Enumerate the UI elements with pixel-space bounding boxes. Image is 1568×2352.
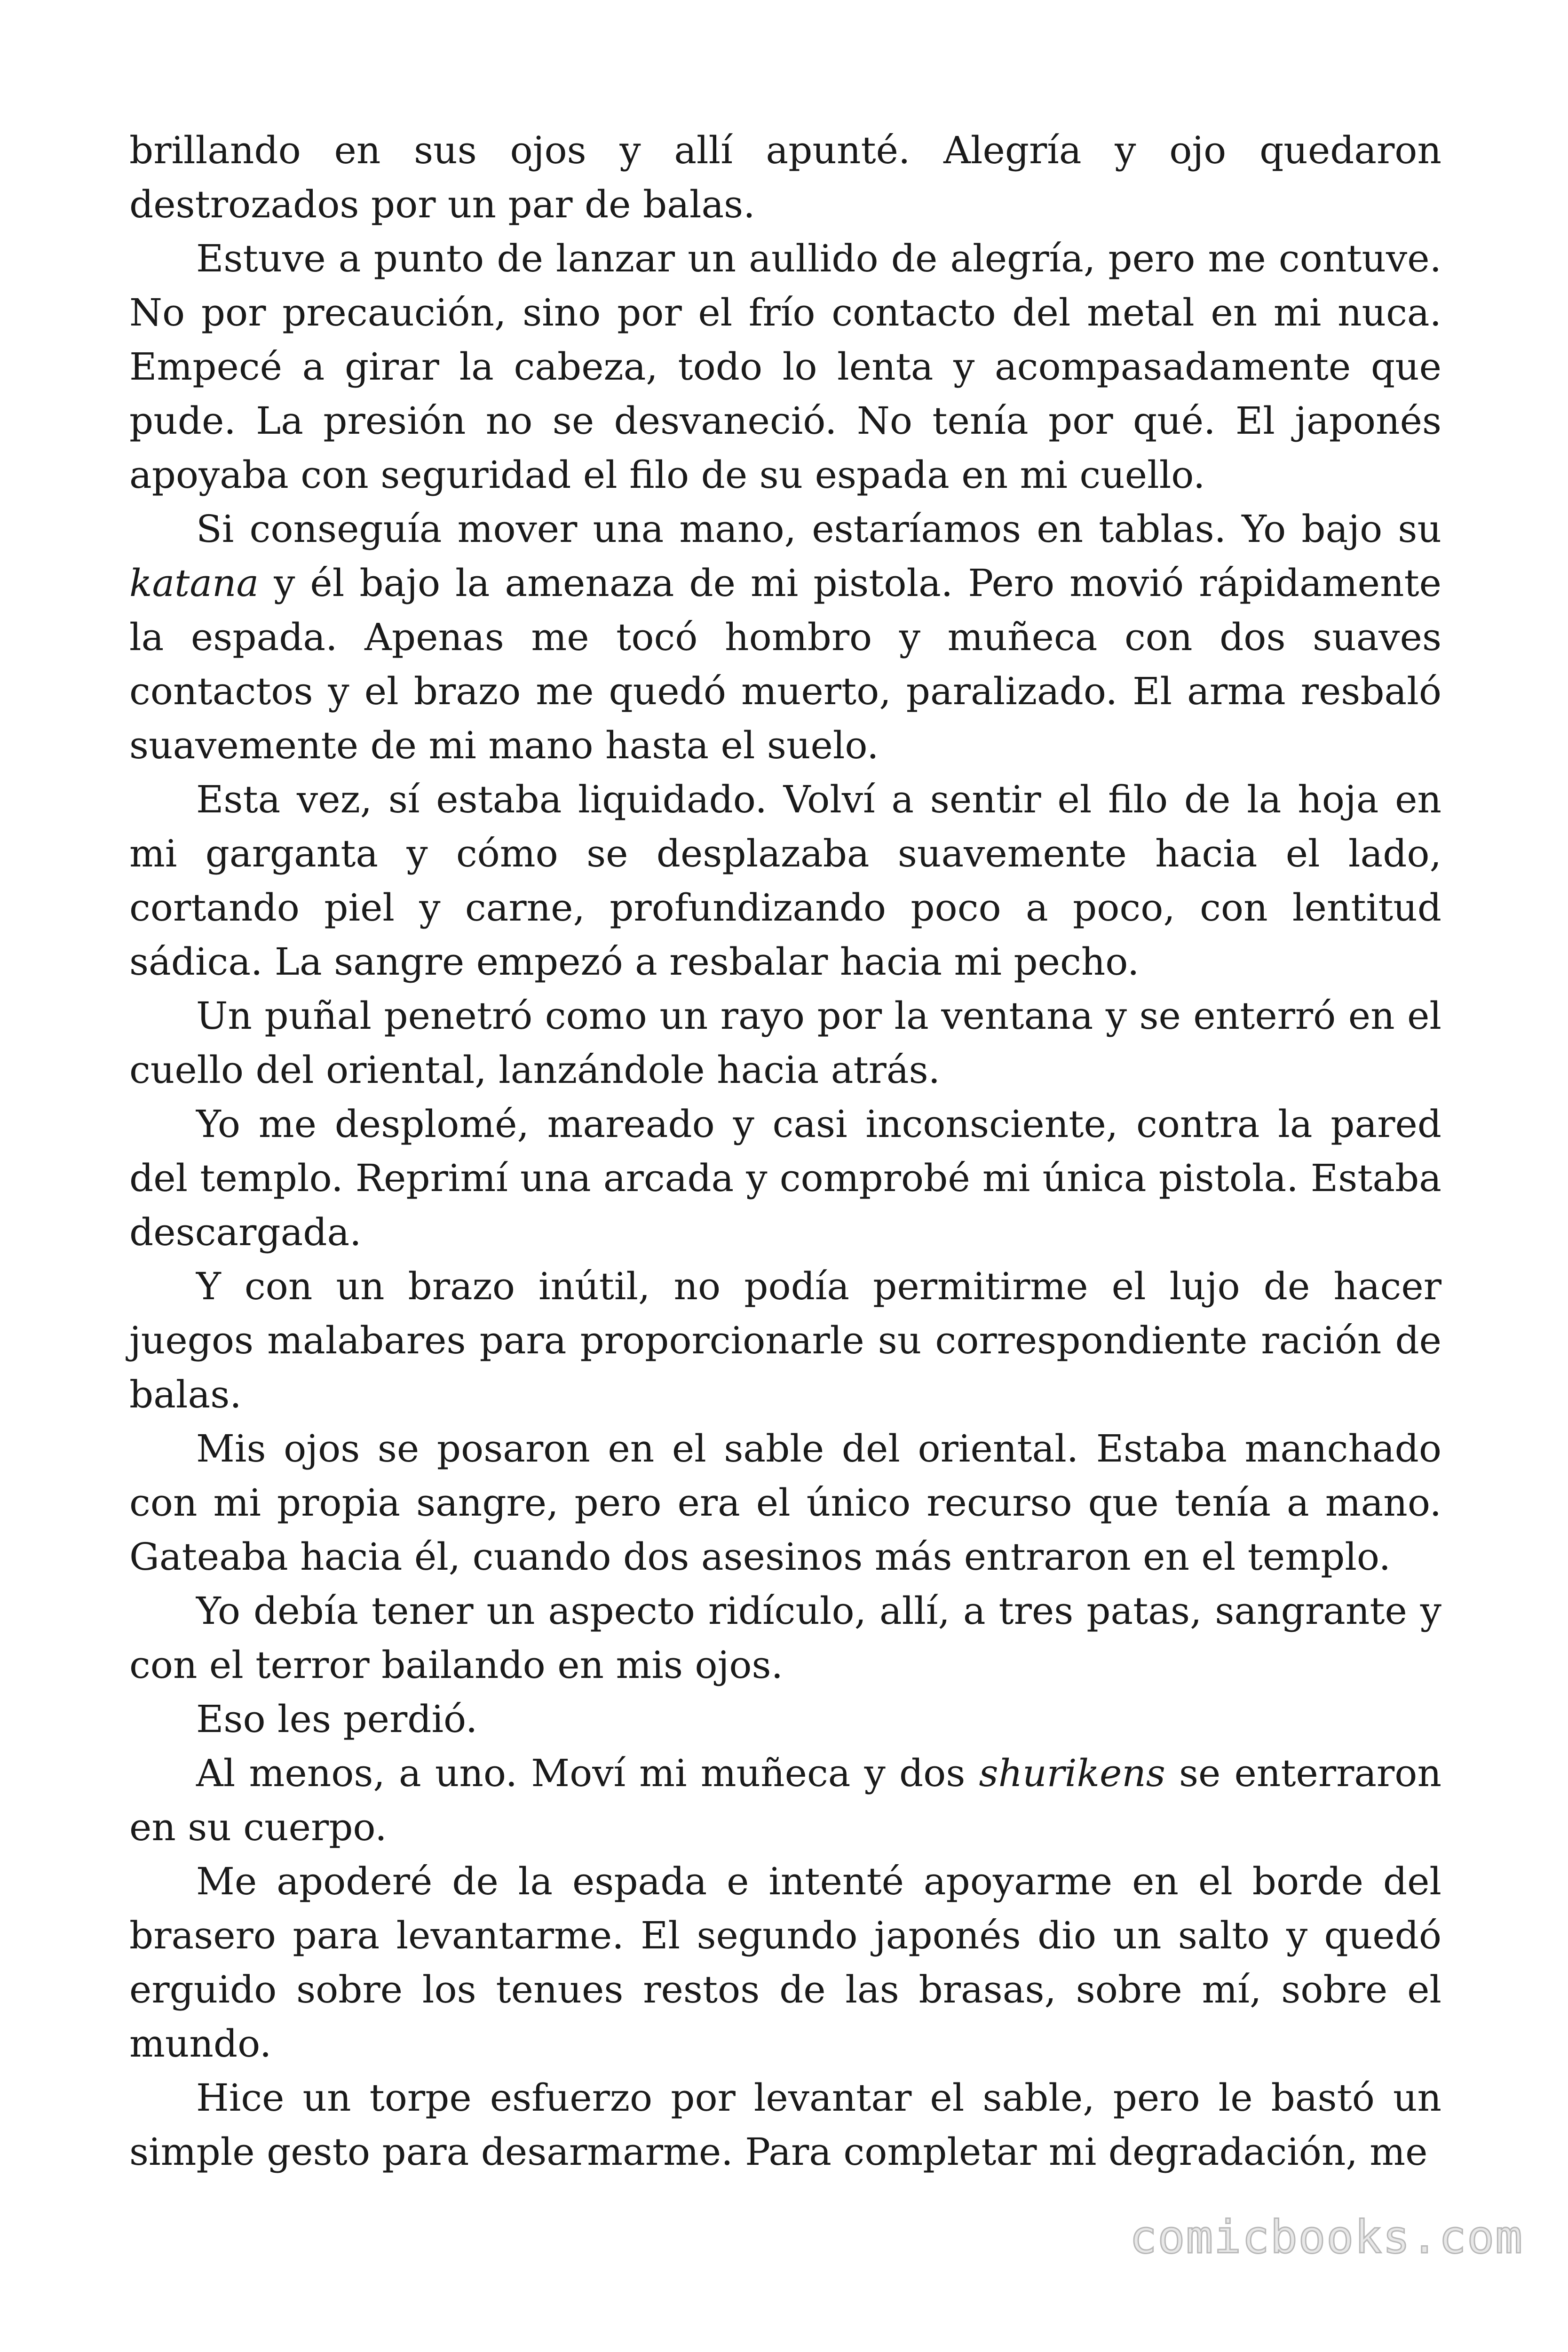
italic-term: shurikens: [979, 1751, 1165, 1795]
paragraph: Yo debía tener un aspecto ridículo, allí, a tres patas, sangrante y con el terror bailando en mis ojos.: [129, 1589, 1441, 1687]
paragraph-text: Al menos, a uno. Moví mi muñeca y dos: [196, 1751, 979, 1795]
watermark: comicbooks.com: [1129, 2211, 1523, 2264]
paragraph: brillando en sus ojos y allí apunté. Alegría y ojo quedaron destrozados por un par de balas.: [129, 128, 1441, 226]
paragraph: Esta vez, sí estaba liquidado. Volví a sentir el filo de la hoja en mi garganta y cómo se desplazaba suavemente hacia el lado, cortando piel y carne, profundizando poco a poco, con lentitud sádica. La sangre empezó a resbalar hacia mi pecho.: [129, 778, 1441, 984]
paragraph-text: Si conseguía mover una mano, estaríamos en tablas. Yo bajo su: [196, 507, 1441, 551]
paragraph: [129, 502, 1441, 772]
italic-term: katana: [129, 561, 259, 605]
paragraph: Estuve a punto de lanzar un aullido de alegría, pero me contuve. No por precaución, sino por el frío contacto del metal en mi nuca. Empecé a girar la cabeza, todo lo lenta y acompasadamente que pude. La presión no se desvaneció. No tenía por qué. El japonés apoyaba con seguridad el filo de su espada en mi cuello.: [129, 237, 1441, 497]
paragraph-text: se enterraron en su cuerpo.: [129, 1751, 1441, 1849]
paragraph: Hice un torpe esfuerzo por levantar el sable, pero le bastó un simple gesto para desarmarme. Para completar mi degradación, me: [129, 2076, 1441, 2174]
paragraph-text: y él bajo la amenaza de mi pistola. Pero movió rápidamente la espada. Apenas me tocó hombro y muñeca con dos suaves contactos y el brazo me quedó muerto, paralizado. El arma resbaló suavemente de mi mano hasta el suelo.: [129, 561, 1441, 767]
book-page-text: [129, 123, 1441, 2179]
paragraph: Un puñal penetró como un rayo por la ventana y se enterró en el cuello del oriental, lanzándole hacia atrás.: [129, 994, 1441, 1092]
paragraph: Yo me desplomé, mareado y casi inconsciente, contra la pared del templo. Reprimí una arcada y comprobé mi única pistola. Estaba descargada.: [129, 1102, 1441, 1254]
paragraph: Mis ojos se posaron en el sable del oriental. Estaba manchado con mi propia sangre, pero era el único recurso que tenía a mano. Gateaba hacia él, cuando dos asesinos más entraron en el templo.: [129, 1427, 1441, 1579]
paragraph: Me apoderé de la espada e intenté apoyarme en el borde del brasero para levantarme. El segundo japonés dio un salto y quedó erguido sobre los tenues restos de las brasas, sobre mí, sobre el mundo.: [129, 1859, 1441, 2066]
paragraph: [129, 1746, 1441, 1854]
paragraph: Eso les perdió.: [196, 1697, 478, 1741]
paragraph: Y con un brazo inútil, no podía permitirme el lujo de hacer juegos malabares para proporcionarle su correspondiente ración de balas.: [129, 1264, 1441, 1416]
